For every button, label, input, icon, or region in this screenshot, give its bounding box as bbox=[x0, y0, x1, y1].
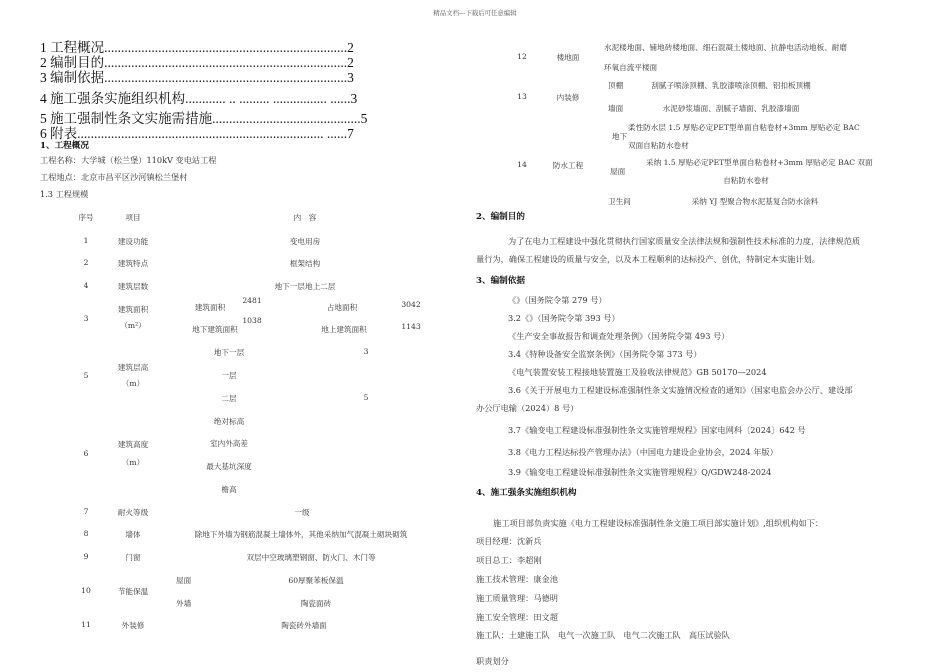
list-item: 3.8《电力工程达标投产管理办法》（中国电力建设企业协会，2024 年版） bbox=[508, 447, 778, 457]
list-item: 《》（国务院令第 279 号） bbox=[508, 295, 607, 305]
list-item: 施工安全管理：田文超 bbox=[476, 612, 558, 622]
list-item: 《电气装置安装工程接地装置施工及验收法律规范》GB 50170—2024 bbox=[508, 367, 767, 377]
purpose-line-2: 量行为，确保工程建设的质量与安全，以及本工程顺利的达标投产、创优，特制定本实施计划。 bbox=[476, 254, 820, 264]
list-item: 施工队：土建施工队 电气一次施工队 电气二次施工队 高压试验队 bbox=[476, 630, 730, 640]
toc-entry-1[interactable]: 1 工程概况........................................................................2 bbox=[40, 40, 354, 55]
toc-entry-3[interactable]: 3 编制依据........................................................................3 bbox=[40, 70, 354, 85]
header-content: 内 容 bbox=[293, 213, 317, 222]
duty-division: 职责划分 bbox=[476, 656, 509, 666]
project-site: 工程地点：北京市昌平区沙河镇松兰堡村 bbox=[40, 172, 188, 182]
list-item: 3.2《》（国务院令第 393 号） bbox=[508, 313, 620, 323]
project-name: 工程名称：大学城（松兰堡）110kV 变电站工程 bbox=[40, 155, 217, 165]
list-item: 施工质量管理：马德明 bbox=[476, 593, 558, 603]
section-1-heading: 1、工程概况 bbox=[40, 141, 89, 151]
list-item: 项目经理：沈新兵 bbox=[476, 536, 542, 546]
header-item: 项目 bbox=[125, 213, 141, 222]
toc-entry-5[interactable]: 5 施工强制性条文实施需措施............................................5 bbox=[40, 111, 368, 126]
section-3-heading: 3、编制依据 bbox=[476, 276, 525, 286]
list-item: 办公厅电输（2024）8 号） bbox=[476, 403, 579, 413]
list-item: 《生产安全事故报告和调查处理条例》（国务院令第 493 号） bbox=[508, 331, 730, 341]
scale-title: 1.3 工程规模 bbox=[40, 189, 89, 199]
toc-entry-6[interactable]: 6 附表......................................................................... ......7 bbox=[40, 126, 354, 141]
purpose-line-1: 为了在电力工程建设中强化贯彻执行国家质量安全法律法规和强制性技术标准的力度，法律规范质 bbox=[508, 236, 861, 246]
list-item: 项目总工：李超刚 bbox=[476, 555, 542, 565]
header-seq: 序号 bbox=[78, 213, 94, 222]
list-item: 3.6《关于开展电力工程建设标准强制性条文实施情况检查的通知》（国家电监会办公厅、建设部 bbox=[508, 385, 853, 395]
toc-entry-2[interactable]: 2 编制目的........................................................................2 bbox=[40, 55, 354, 70]
list-item: 施工技术管理：康金池 bbox=[476, 574, 558, 584]
list-item: 3.7《输变电工程建设标准强制性条文实施管理规程》国家电网科〔2024〕642 号 bbox=[508, 425, 806, 435]
toc-entry-4[interactable]: 4 施工强条实施组织机构............ .. ......... ................ ......3 bbox=[40, 91, 358, 106]
section-4-heading: 4、施工强条实施组织机构 bbox=[476, 488, 577, 498]
page-header: 精品文档---下载后可任意编辑 bbox=[433, 9, 517, 17]
org-intro: 施工项目部负责实施《电力工程建设标准强制性条文施工项目部实施计划》,组织机构如下： bbox=[493, 518, 824, 528]
list-item: 3.9《输变电工程建设标准强制性条文实施管理规程》Q/GDW248-2024 bbox=[508, 467, 772, 477]
list-item: 3.4《特种设备安全监察条例》（国务院令第 373 号） bbox=[508, 349, 702, 359]
section-2-heading: 2、编制目的 bbox=[476, 212, 525, 222]
